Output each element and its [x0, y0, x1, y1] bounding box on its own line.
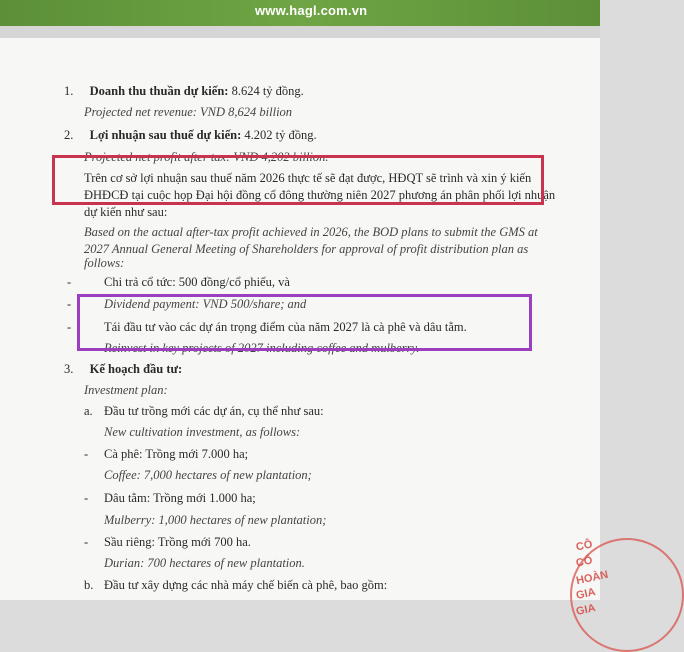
sub-a-vi: Đầu tư trồng mới các dự án, cụ thể như sau: [104, 404, 324, 418]
sub-b-number: b. [84, 578, 94, 592]
document-page [0, 38, 610, 618]
paragraph-vi-line3: dự kiến như sau: [84, 205, 168, 219]
highlight-box-net-profit [52, 155, 544, 205]
paragraph-vi-line1: Trên cơ sở lợi nhuận sau thuế năm 2026 thực tế sẽ đạt được, HĐQT sẽ trình và xin ý kiến [84, 171, 532, 185]
bullet1-en-dash: - [67, 297, 72, 311]
item2-title: Lợi nhuận sau thuế dự kiến: [89, 128, 242, 142]
item3 [64, 362, 182, 377]
item2-value: 4.202 tỷ đồng. [241, 128, 317, 142]
coffee-dash: - [84, 447, 89, 461]
bullet1-en: Dividend payment: VND 500/share; and [104, 297, 307, 311]
paragraph-en-line3: follows: [84, 256, 125, 270]
highlight-box-dividend [77, 294, 532, 351]
bullet1-dash: - [67, 275, 72, 289]
item3-title: Kế hoạch đầu tư: [89, 362, 183, 376]
bullet2-vi: Tái đầu tư vào các dự án trọng điểm của năm 2027 là cà phê và dâu tằm. [104, 320, 467, 334]
stamp-text-3: HOÀN [575, 568, 610, 588]
paragraph-en-line1: Based on the actual after-tax profit achieved in 2026, the BOD plans to submit the GMS at [84, 225, 538, 239]
item2-english: Projected net profit after tax: VND 4,202 billion. [84, 150, 329, 164]
mulberry-dash: - [84, 491, 89, 505]
stamp-text-5: GIA [574, 602, 597, 618]
durian-dash: - [84, 535, 89, 549]
item2-number: 2. [64, 128, 74, 142]
sub-b-vi: Đầu tư xây dựng các nhà máy chế biến cà phê, bao gồm: [104, 578, 388, 592]
item1-value: 8.624 tỷ đồng. [228, 84, 304, 98]
stamp-text-4: GIA [574, 586, 597, 602]
bullet2-dash: - [67, 320, 72, 334]
website-url[interactable]: www.hagl.com.vn [255, 3, 368, 18]
item3-english: Investment plan: [84, 383, 168, 397]
item2 [64, 128, 317, 143]
company-stamp [562, 518, 610, 638]
coffee-vi: Cà phê: Trồng mới 7.000 ha; [104, 447, 249, 461]
item1-number: 1. [64, 84, 74, 98]
paragraph-vi-line2: ĐHĐCĐ tại cuộc họp Đại hội đồng cổ đông thường niên 2027 phương án phân phối lợi nhuận [84, 188, 556, 202]
sub-a-en: New cultivation investment, as follows: [104, 425, 301, 439]
sub-a-number: a. [84, 404, 93, 418]
item3-number: 3. [64, 362, 74, 376]
bullet2-en: Reinvest in key projects of 2027 including coffee and mulberry. [104, 341, 420, 355]
stamp-text-2: CỔ [574, 554, 594, 570]
durian-vi: Sầu riêng: Trồng mới 700 ha. [104, 535, 251, 549]
durian-en: Durian: 700 hectares of new plantation. [104, 556, 305, 570]
mulberry-vi: Dâu tằm: Trồng mới 1.000 ha; [104, 491, 256, 505]
item1-title: Doanh thu thuần dự kiến: [89, 84, 229, 98]
item1 [64, 84, 304, 99]
item1-english: Projected net revenue: VND 8,624 billion [84, 105, 293, 119]
stamp-text-1: CÔ [574, 538, 594, 554]
mulberry-en: Mulberry: 1,000 hectares of new plantation; [104, 513, 327, 527]
website-banner [0, 0, 600, 26]
coffee-en: Coffee: 7,000 hectares of new plantation; [104, 468, 312, 482]
page-gap [0, 26, 600, 38]
paragraph-en-line2: 2027 Annual General Meeting of Shareholders for approval of profit distribution plan as [84, 242, 529, 256]
bullet1-vi: Chi trả cổ tức: 500 đồng/cổ phiếu, và [104, 275, 290, 289]
